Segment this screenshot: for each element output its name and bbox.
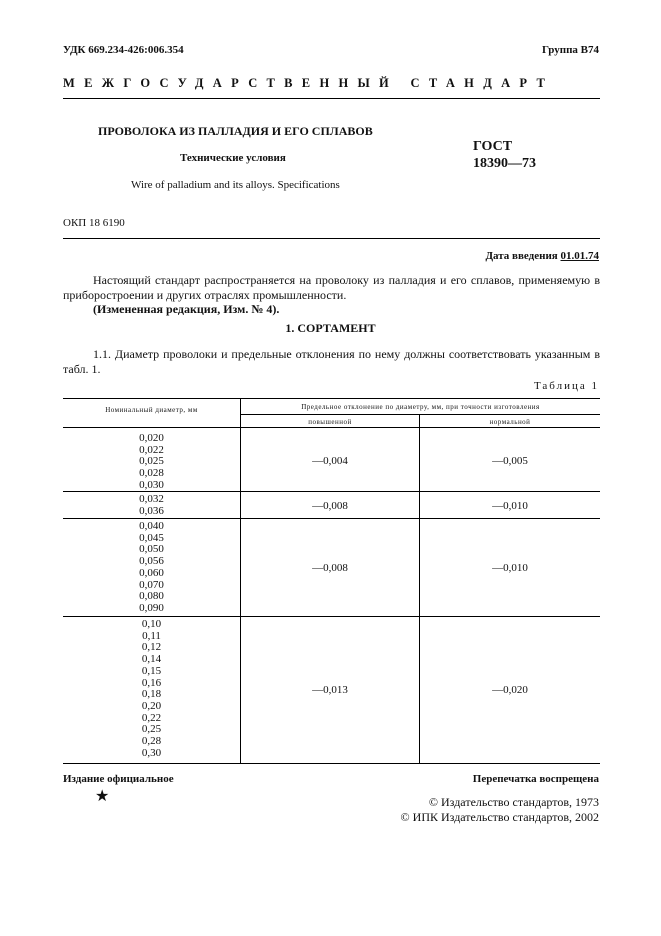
table-row-group-1 [63,433,240,492]
deviation-high: —0,013 [312,684,348,696]
diameter-value: 0,30 [141,746,162,759]
diameter-value: 0,070 [139,578,164,591]
table-head-diameter: Номинальный диаметр, мм [105,406,198,414]
gost-designation [473,138,536,172]
table-head-high: повышенной [308,418,352,426]
deviation-high: —0,008 [312,500,348,512]
amendment-note: (Измененная редакция, Изм. № 4). [93,302,280,316]
table-row-rule [63,518,600,519]
document-subtitle: Технические условия [180,152,286,164]
copyright-2002: © ИПК Издательство стандартов, 2002 [400,810,599,824]
diameter-value: 0,16 [141,676,162,689]
diameter-value: 0,20 [141,699,162,712]
table-column-divider [240,398,241,763]
diameter-value: 0,18 [141,688,162,701]
diameter-value: 0,25 [141,723,162,736]
diameter-value: 0,025 [139,455,164,468]
effective-date [485,250,599,262]
copyright-1973: © Издательство стандартов, 1973 [428,795,599,809]
group-code: Группа В74 [541,44,599,56]
deviation-normal: —0,010 [492,500,528,512]
gost-number: 18390—73 [473,156,536,171]
deviation-normal: —0,005 [492,455,528,467]
table-row-group-3 [63,521,240,615]
deviation-normal: —0,010 [492,562,528,574]
diameter-value: 0,050 [139,543,164,556]
table-label: Таблица 1 [533,380,599,392]
document-title: ПРОВОЛОКА ИЗ ПАЛЛАДИЯ И ЕГО СПЛАВОВ [98,124,373,138]
header-rule [63,98,600,99]
section-heading: 1. СОРТАМЕНТ [285,321,376,335]
table-head-rule [63,427,600,428]
diameter-value: 0,028 [139,467,164,480]
diameter-value: 0,022 [139,443,164,456]
diameter-value: 0,11 [142,629,161,642]
english-title: Wire of palladium and its alloys. Specifications [131,179,340,191]
intro-paragraph: Настоящий стандарт распространяется на проволоку из палладия и его сплавов, применяемую в приборостроении и других отраслях промышленности. [63,273,600,302]
udk-code: УДК 669.234-426:006.354 [63,44,184,56]
table-row-group-2 [63,494,240,517]
table-head-deviation: Предельное отклонение по диаметру, мм, при точности изготовления [301,403,540,411]
effective-date-value: 01.01.74 [560,250,599,262]
table-top-rule [63,398,600,399]
clause-1-1: 1.1. Диаметр проволоки и предельные отклонения по нему должны соответствовать указанным в табл. 1. [63,347,600,376]
star-icon: ★ [95,788,110,805]
diameter-value: 0,15 [141,664,162,677]
official-edition: Издание официальное [63,773,174,785]
reprint-prohibited: Перепечатка воспрещена [472,773,599,785]
diameter-value: 0,10 [141,618,162,630]
diameter-value: 0,12 [141,641,162,654]
diameter-value: 0,090 [139,601,164,614]
diameter-value: 0,14 [141,653,162,666]
diameter-value: 0,020 [139,432,164,444]
diameter-value: 0,040 [139,520,164,532]
diameter-value: 0,22 [141,711,162,724]
table-row-rule [63,616,600,617]
table-row-rule [63,491,600,492]
effective-date-label: Дата введения [485,250,558,262]
okp-rule [63,238,600,239]
diameter-value: 0,080 [139,590,164,603]
gost-label: ГОСТ [473,139,513,154]
diameter-value: 0,28 [141,735,162,748]
diameter-value: 0,056 [139,555,164,568]
table-bottom-rule [63,763,600,764]
diameter-value: 0,036 [139,504,164,517]
diameter-value: 0,060 [139,566,164,579]
deviation-normal: —0,020 [492,684,528,696]
standard-type: МЕЖГОСУДАРСТВЕННЫЙ СТАНДАРТ [63,76,555,90]
diameter-value: 0,032 [139,493,164,505]
table-row-group-4 [63,619,240,759]
deviation-high: —0,004 [312,455,348,467]
table-head-split-rule [241,414,600,415]
okp-code: ОКП 18 6190 [63,217,125,229]
deviation-high: —0,008 [312,562,348,574]
table-head-normal: нормальной [489,418,531,426]
diameter-value: 0,045 [139,531,164,544]
diameter-value: 0,030 [139,478,164,491]
